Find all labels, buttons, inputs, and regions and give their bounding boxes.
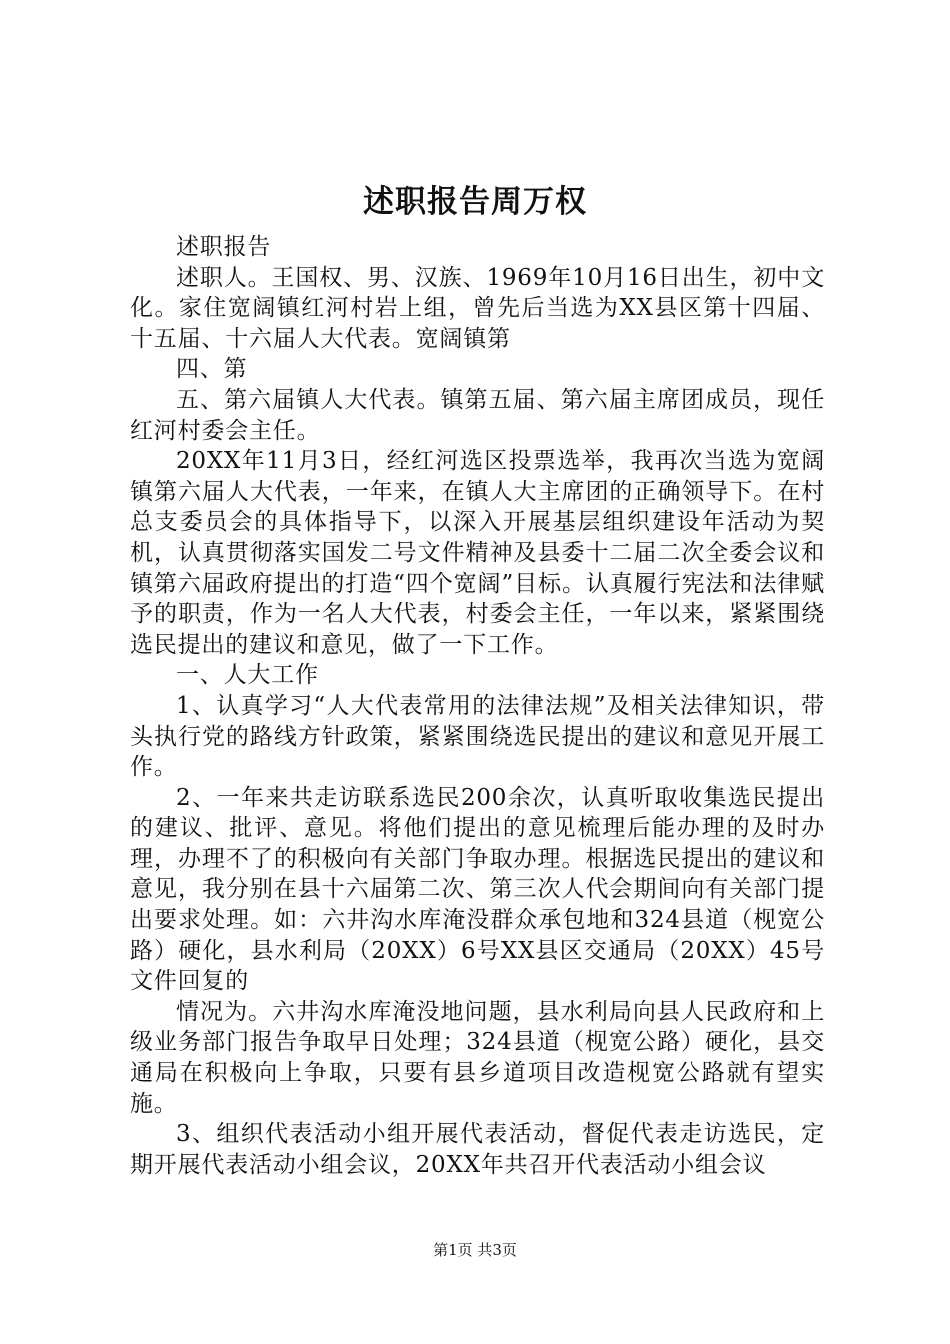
page-footer: 第1页 共3页 [433, 1241, 517, 1259]
paragraph: 述职报告 [176, 234, 272, 260]
paragraph: 20XX年11月3日，经红河选区投票选举，我再次当选为宽阔镇第六届人大代表，一年来，在镇人大主席团的正确领导下。在村总支委员会的具体指导下，以深入开展基层组织建设年活动为契机，认真贯彻落实国发二号文件精神及县委十二届二次全委会议和镇第六届政府提出的打造“四个宽阔”目标。认真履行宪法和法律赋予的职责，作为一名人大代表，村委会主任，一年以来，紧紧围绕选民提出的建议和意见，做了一下工作。 [130, 448, 825, 658]
paragraph: 四、第 [176, 356, 248, 383]
paragraph: 3、组织代表活动小组开展代表活动，督促代表走访选民，定期开展代表活动小组会议，20XX年共召开代表活动小组会议 [130, 1121, 825, 1178]
paragraph: 1、认真学习“人大代表常用的法律法规”及相关法律知识，带头执行党的路线方针政策，紧紧围绕选民提出的建议和意见开展工作。 [130, 692, 825, 781]
document-title: 述职报告周万权 [363, 184, 587, 220]
paragraph: 情况为。六井沟水库淹没地问题，县水利局向县人民政府和上级业务部门报告争取早日处理；324县道（枧宽公路）硬化，县交通局在积极向上争取，只要有县乡道项目改造枧宽公路就有望实施。 [130, 998, 825, 1117]
paragraph: 2、一年来共走访联系选民200余次，认真听取收集选民提出的建议、批评、意见。将他们提出的意见梳理后能办理的及时办理，办理不了的积极向有关部门争取办理。根据选民提出的建议和意见，我分别在县十六届第二次、第三次人代会期间向有关部门提出要求处理。如：六井沟水库淹没群众承包地和324县道（枧宽公路）硬化，县水利局（20XX）6号XX县区交通局（20XX）45号文件回复的 [130, 784, 825, 995]
document-body [130, 232, 825, 1180]
paragraph: 述职人。王国权、男、汉族、1969年10月16日出生，初中文化。家住宽阔镇红河村岩上组，曾先后当选为XX县区第十四届、十五届、十六届人大代表。宽阔镇第 [130, 264, 825, 352]
section-heading: 一、人大工作 [176, 662, 319, 689]
paragraph: 五、第六届镇人大代表。镇第五届、第六届主席团成员，现任红河村委会主任。 [130, 386, 825, 444]
